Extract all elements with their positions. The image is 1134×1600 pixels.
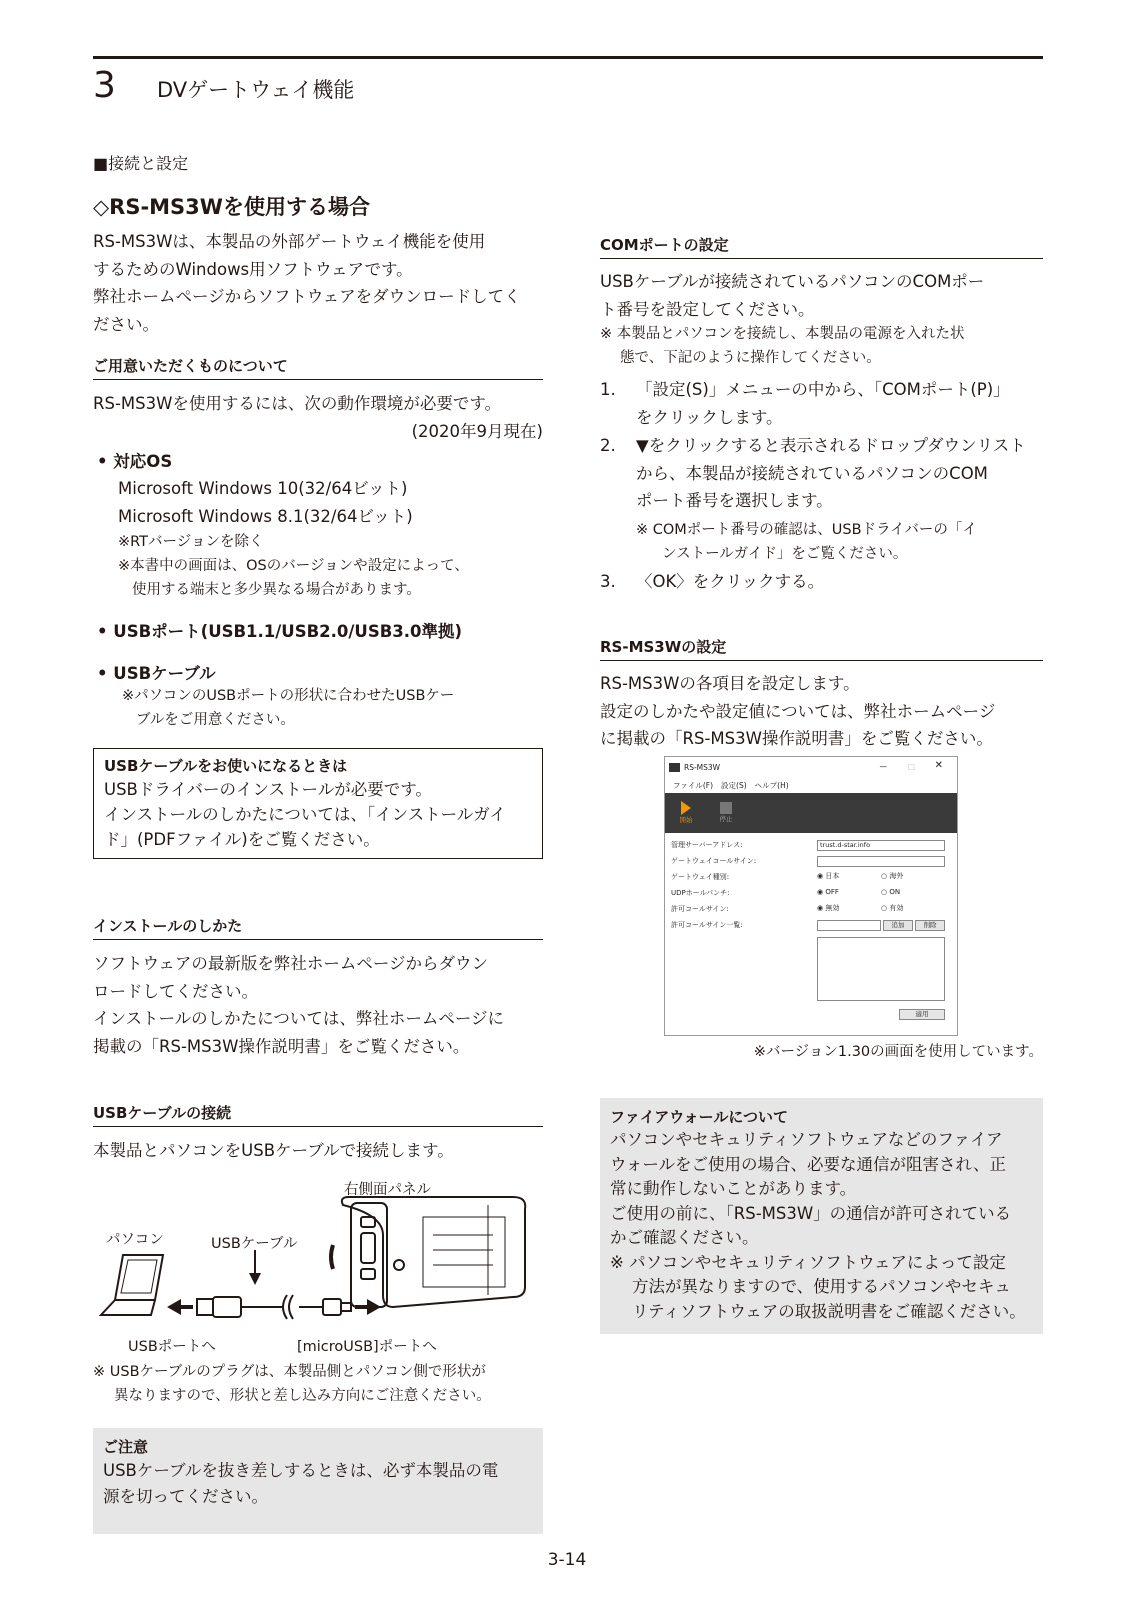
app-form [665,833,957,1033]
caution-line: 源を切ってください。 [103,1487,268,1506]
usb-plug-note [93,1360,543,1408]
radio-enabled[interactable]: ○ 有効 [881,904,904,912]
os-note: ※本書中の画面は、OSのバージョンや設定によって、 [118,558,469,574]
callsign-list[interactable] [817,937,945,1001]
app-menu-bar [665,777,957,793]
firewall-box [600,1098,1043,1334]
field-label: 管理サーバーアドレス: [671,841,743,849]
usb-cable-note: ブルをご用意ください。 [136,712,295,728]
install-line: ソフトウェアの最新版を弊社ホームページからダウン [93,954,489,973]
step-line: をクリックします。 [636,407,783,427]
firewall-line: 常に動作しないことがあります。 [610,1179,857,1198]
usb-note-line: 異なりますので、形状と差し込み方向にご注意ください。 [114,1388,491,1404]
add-button[interactable]: 追加 [883,920,913,931]
caution-box [93,1428,543,1534]
step-line: ポート番号を選択します。 [636,491,833,510]
com-step2-note [636,518,1046,566]
field-label: UDPホールパンチ: [671,889,730,897]
com-heading: COMポートの設定 [600,234,1043,259]
usb-info-box [93,748,543,859]
firewall-note-line: ※ パソコンやセキュリティソフトウェアによって設定 [610,1252,1006,1272]
radio-label: 無効 [825,904,840,912]
prep-text-line: RS-MS3Wを使用するには、次の動作環境が必要です。 [93,394,502,413]
install-line: ロードしてください。 [93,981,258,1001]
stop-icon [720,802,732,814]
firewall-title: ファイアウォールについて [610,1108,789,1126]
os-item: Microsoft Windows 8.1(32/64ビット) [118,506,413,526]
usb-cable-notes [122,684,542,732]
section-title: ■接続と設定 [93,154,189,173]
radio-label: OFF [825,888,839,896]
screenshot-caption: ※バージョン1.30の画面を使用しています。 [753,1044,1043,1060]
step-note-line: ンストールガイド」をご覧ください。 [662,546,908,562]
intro-line: 弊社ホームページからソフトウェアをダウンロードしてく [93,287,521,306]
install-line: 掲載の「RS-MS3W操作説明書」をご覧ください。 [93,1036,470,1056]
firewall-note-line: 方法が異なりますので、使用するパソコンやセキュ [632,1277,1011,1296]
radio-label: 有効 [889,904,904,912]
step-number: 2. [600,436,616,455]
usb-connection-text: 本製品とパソコンをUSBケーブルで接続します。 [93,1141,454,1160]
delete-button[interactable]: 削除 [915,920,945,931]
app-toolbar [665,793,957,833]
usb-box-line: ド」(PDFファイル)をご覧ください。 [104,830,380,849]
label-usb-port: USBポートへ [128,1339,216,1355]
usb-cable-note: ※パソコンのUSBポートの形状に合わせたUSBケー [122,688,455,704]
rs-paragraph [600,670,1043,753]
com-line: ト番号を設定してください。 [600,299,815,319]
radio-label: 海外 [889,872,904,880]
label-pc: パソコン [106,1232,164,1248]
os-note: ※RTバージョンを除く [118,534,264,550]
step-line: 〈OK〉をクリックする。 [636,572,825,591]
field-label: 許可コールサイン: [671,905,729,913]
rs-line: 設定のしかたや設定値については、弊社ホームページ [600,701,996,721]
intro-line: するためのWindows用ソフトウェアです。 [93,259,413,279]
server-address-input[interactable]: trust.d-star.info [817,840,945,851]
com-step-3 [600,568,1043,596]
step-number: 3. [600,572,616,591]
minimize-icon[interactable]: — [879,762,887,771]
radio-label: 日本 [825,872,840,880]
stop-button[interactable] [713,798,739,828]
field-label: ゲートウェイ種別: [671,873,730,881]
chapter-title: DVゲートウェイ機能 [157,78,355,102]
field-label: ゲートウェイコールサイン: [671,857,757,865]
firewall-line: パソコンやセキュリティソフトウェアなどのファイア [610,1130,1003,1149]
radio-disabled[interactable]: ◉ 無効 [817,904,840,912]
prep-heading: ご用意いただくものについて [93,355,543,380]
com-step-2 [600,432,1043,515]
com-step-1 [600,376,1043,431]
step-note-line: ※ COMポート番号の確認は、USBドライバーの「イ [636,522,977,538]
firewall-line: かご確認ください。 [610,1228,759,1247]
install-heading: インストールのしかた [93,915,543,940]
os-notes [118,530,548,602]
usb-connection-heading: USBケーブルの接続 [93,1102,543,1127]
radio-overseas[interactable]: ○ 海外 [881,872,904,880]
com-paragraph [600,268,1043,323]
radio-japan[interactable]: ◉ 日本 [817,872,840,880]
gateway-callsign-input[interactable] [817,856,945,867]
step-line: から、本製品が接続されているパソコンのCOM [636,463,988,483]
prep-text [93,390,543,445]
start-label: 開始 [679,815,693,824]
chapter-number: 3 [93,65,116,106]
firewall-line: ウォールをご使用の場合、必要な通信が阻害され、正 [610,1154,1006,1174]
top-rule [93,56,1043,59]
intro-paragraph [93,228,543,338]
intro-line: RS-MS3Wは、本製品の外部ゲートウェイ機能を使用 [93,232,486,251]
prep-date: (2020年9月現在) [411,421,543,441]
app-title-bar [665,757,957,777]
label-micro-usb: [microUSB]ポートへ [297,1339,437,1355]
com-note-line: ※ 本製品とパソコンを接続し、本製品の電源を入れた状 [600,326,965,342]
os-list [118,475,538,530]
menu-file[interactable]: ファイル(F) [673,780,714,790]
app-title: RS-MS3W [684,762,721,772]
callsign-add-input[interactable] [817,920,881,931]
radio-label: ON [889,888,901,896]
start-button[interactable] [673,798,699,828]
usb-box-line: インストールのしかたについては、「インストールガイ [104,805,506,824]
usb-port-item: • USBポート(USB1.1/USB2.0/USB3.0準拠) [97,622,463,641]
com-note [600,322,1043,370]
os-item: Microsoft Windows 10(32/64ビット) [118,479,408,498]
arrow-to-pc-icon [167,1299,193,1315]
radio-on[interactable]: ○ ON [881,888,901,896]
usb-box-line: USBドライバーのインストールが必要です。 [104,780,432,799]
field-label: 許可コールサイン一覧: [671,921,743,929]
step-line: 「設定(S)」メニューの中から、「COMポート(P)」 [636,380,1010,399]
intro-line: ださい。 [93,314,159,334]
usb-cable-item: • USBケーブル [97,664,216,683]
menu-help[interactable]: ヘルプ(H) [754,780,789,790]
device-icon [331,1197,525,1307]
step-number: 1. [600,380,616,399]
caution-line: USBケーブルを抜き差しするときは、必ず本製品の電 [103,1461,499,1480]
usb-note-line: ※ USBケーブルのプラグは、本製品側とパソコン側で形状が [93,1364,486,1380]
rs-heading: RS-MS3Wの設定 [600,636,1043,661]
install-paragraph [93,950,543,1060]
install-line: インストールのしかたについては、弊社ホームページに [93,1009,505,1028]
rs-line: RS-MS3Wの各項目を設定します。 [600,674,860,693]
radio-off[interactable]: ◉ OFF [817,888,839,896]
step-line: ▼をクリックすると表示されるドロップダウンリスト [636,436,1026,455]
firewall-line: ご使用の前に、「RS-MS3W」の通信が許可されている [610,1203,1012,1223]
close-icon[interactable]: ✕ [934,760,943,771]
arrow-down-icon [249,1250,261,1285]
apply-button[interactable]: 適用 [899,1009,945,1020]
menu-settings[interactable]: 設定(S) [721,780,747,790]
app-icon [669,763,680,772]
label-usb-cable: USBケーブル [211,1236,298,1252]
rs-line: に掲載の「RS-MS3W操作説明書」をご覧ください。 [600,729,993,748]
laptop-icon [101,1255,163,1315]
os-note: 使用する端末と多少異なる場合があります。 [132,582,421,598]
subsection-title: ◇RS-MS3Wを使用する場合 [93,195,370,219]
os-label: • 対応OS [97,452,173,471]
app-window-screenshot [664,756,958,1036]
usb-box-title: USBケーブルをお使いになるときは [104,757,348,775]
usb-cable-plug-icon [197,1295,351,1319]
com-note-line: 態で、下記のように操作してください。 [620,350,881,366]
stop-label: 停止 [719,814,733,823]
caution-title: ご注意 [103,1438,149,1456]
maximize-icon[interactable]: □ [907,762,915,771]
com-line: USBケーブルが接続されているパソコンのCOMポー [600,272,985,291]
page-number: 3-14 [547,1550,587,1570]
usb-connection-illustration [93,1195,543,1335]
label-right-panel: 右側面パネル [344,1182,431,1198]
play-icon [681,801,691,815]
firewall-note-line: リティソフトウェアの取扱説明書をご確認ください。 [632,1301,1026,1321]
